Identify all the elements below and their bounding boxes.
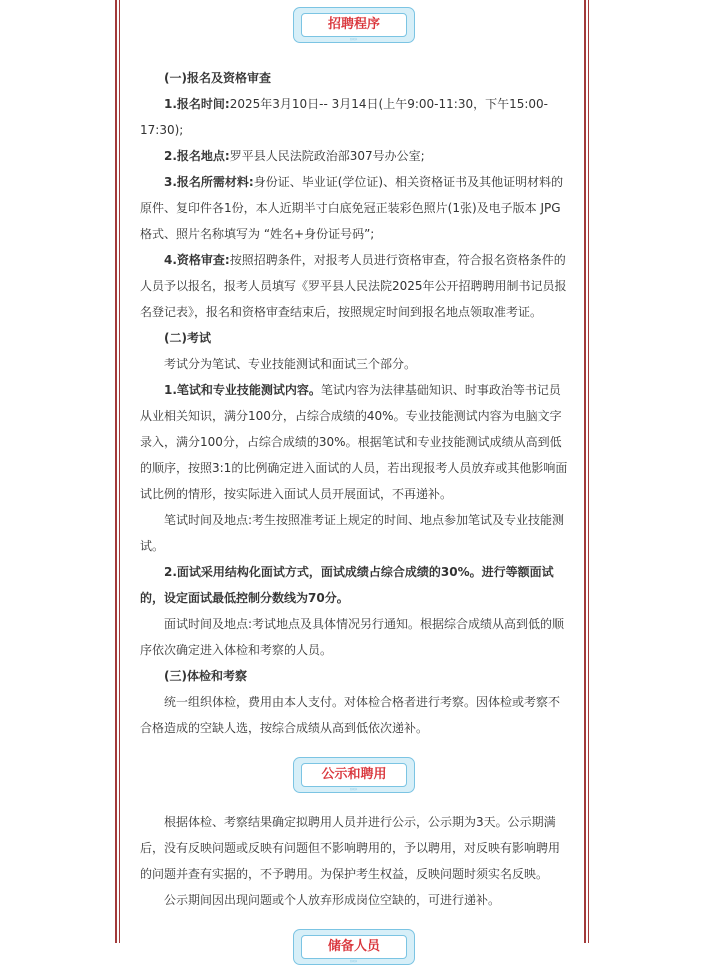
paragraph	[140, 169, 568, 247]
subsection-title: (三)体检和考察	[164, 669, 247, 683]
paragraph	[140, 377, 568, 507]
left-border	[115, 0, 120, 943]
subsection-title: (一)报名及资格审查	[164, 71, 271, 85]
paragraph: 根据体检、考察结果确定拟聘用人员并进行公示，公示期为3天。公示期满后，没有反映问题或反映有问题但不影响聘用的，予以聘用，对反映有影响聘用的问题并查有实据的，不予聘用。为保护考生权益，反映问题时须实名反映。	[140, 815, 561, 881]
article-frame	[115, 0, 589, 965]
section-heading-publicity-employment	[293, 755, 415, 795]
item-text: 笔试内容为法律基础知识、时事政治等书记员从业相关知识，满分100分，占综合成绩的40%。专业技能测试内容为电脑文字录入，满分100分，占综合成绩的30%。根据笔试和专业技能测试成绩从高到低的顺序，按照3:1的比例确定进入面试的人员，若出现报考人员放弃或其他影响面试比例的情形，按实际进入面试人员开展面试，不再递补。	[140, 383, 568, 501]
paragraph: 笔试时间及地点:考生按照准考证上规定的时间、地点参加笔试及专业技能测试。	[140, 513, 565, 553]
paragraph: 公示期间因出现问题或个人放弃形成岗位空缺的，可进行递补。	[164, 893, 501, 907]
arrows-decoration: ›››››	[349, 958, 357, 965]
paragraph	[140, 91, 568, 143]
paragraph: 考试分为笔试、专业技能测试和面试三个部分。	[164, 357, 417, 371]
article-content	[140, 0, 568, 967]
item-text: 罗平县人民法院政治部307号办公室;	[229, 149, 425, 163]
section-heading-reserve-personnel	[293, 927, 415, 967]
paragraph	[140, 247, 568, 325]
arrows-decoration: ›››››	[349, 786, 357, 793]
arrows-decoration: ›››››	[349, 36, 357, 43]
subsection-title: (二)考试	[164, 331, 211, 345]
item-label: 1.笔试和专业技能测试内容。	[164, 383, 321, 397]
paragraph-bold: 2.面试采用结构化面试方式，面试成绩占综合成绩的30%。进行等额面试的，设定面试最低控制分数线为70分。	[140, 565, 554, 605]
section-heading-label: 储备人员	[301, 935, 407, 959]
item-label: 1.报名时间:	[164, 97, 230, 111]
item-text: 2025年3月10日-- 3月14日(上午9:00-11:30，下午15:00-17:30);	[140, 97, 548, 137]
section-heading-label: 招聘程序	[301, 13, 407, 37]
paragraph: 面试时间及地点:考试地点及具体情况另行通知。根据综合成绩从高到低的顺序依次确定进入体检和考察的人员。	[140, 617, 565, 657]
section-heading-label: 公示和聘用	[301, 763, 407, 787]
item-label: 3.报名所需材料:	[164, 175, 254, 189]
item-label: 4.资格审查:	[164, 253, 230, 267]
item-text: 按照招聘条件，对报考人员进行资格审查，符合报名资格条件的人员予以报名，报考人员填写《罗平县人民法院2025年公开招聘聘用制书记员报名登记表》，报名和资格审查结束后，按照规定时间到报名地点领取准考证。	[140, 253, 567, 319]
paragraph	[140, 143, 568, 169]
item-text: 身份证、毕业证(学位证)、相关资格证书及其他证明材料的原件、复印件各1份，本人近期半寸白底免冠正装彩色照片(1张)及电子版本 JPG格式、照片名称填写为 “姓名+身份证号码”;	[140, 175, 564, 241]
section-heading-recruitment-procedure	[293, 5, 415, 45]
paragraph: 统一组织体检，费用由本人支付。对体检合格者进行考察。因体检或考察不合格造成的空缺人选，按综合成绩从高到低依次递补。	[140, 695, 561, 735]
item-label: 2.报名地点:	[164, 149, 230, 163]
right-border	[584, 0, 589, 943]
